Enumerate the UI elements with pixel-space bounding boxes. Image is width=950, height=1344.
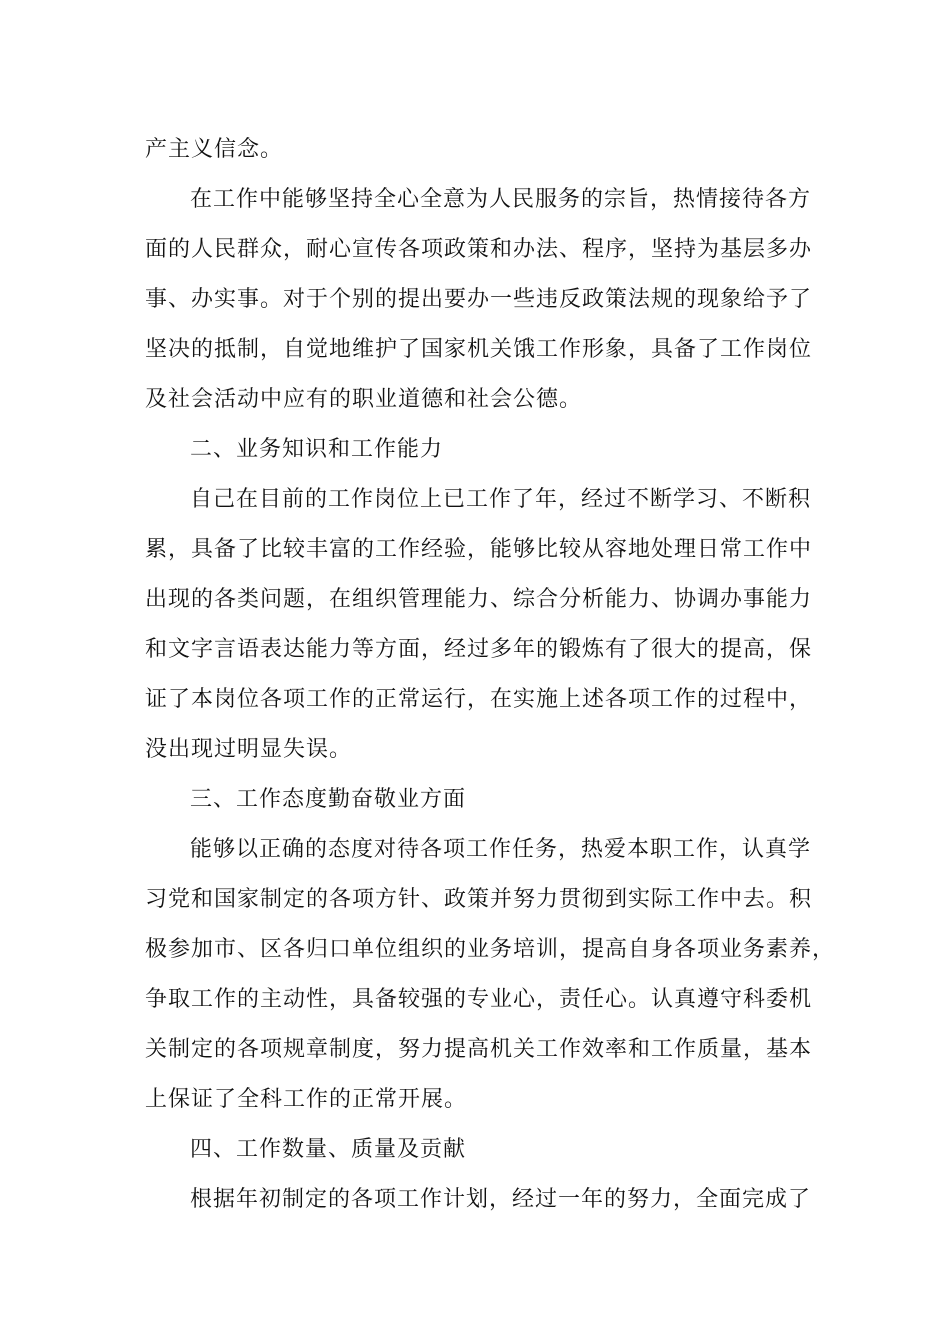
paragraph-first-line: 根据年初制定的各项工作计划，经过一年的努力，全面完成了 xyxy=(190,1187,812,1212)
text-line: 出现的各类问题，在组织管理能力、综合分析能力、协调办事能力 xyxy=(145,587,813,612)
text-line: 累，具备了比较丰富的工作经验，能够比较从容地处理日常工作中 xyxy=(145,537,813,562)
text-line: 争取工作的主动性，具备较强的专业心，责任心。认真遵守科委机 xyxy=(145,987,813,1012)
text-line: 坚决的抵制，自觉地维护了国家机关饿工作形象，具备了工作岗位 xyxy=(145,337,813,362)
text-line: 事、办实事。对于个别的提出要办一些违反政策法规的现象给予了 xyxy=(145,287,813,312)
section-heading: 二、业务知识和工作能力 xyxy=(190,437,444,462)
text-line: 和文字言语表达能力等方面，经过多年的锻炼有了很大的提高，保 xyxy=(145,637,813,662)
text-line: 上保证了全科工作的正常开展。 xyxy=(145,1087,468,1112)
section-heading: 三、工作态度勤奋敬业方面 xyxy=(190,787,467,812)
paragraph-first-line: 在工作中能够坚持全心全意为人民服务的宗旨，热情接待各方 xyxy=(190,187,812,212)
text-line: 关制定的各项规章制度，努力提高机关工作效率和工作质量，基本 xyxy=(145,1037,813,1062)
section-heading: 四、工作数量、质量及贡献 xyxy=(190,1137,467,1162)
paragraph-first-line: 能够以正确的态度对待各项工作任务，热爱本职工作，认真学 xyxy=(190,837,812,862)
text-line: 习党和国家制定的各项方针、政策并努力贯彻到实际工作中去。积 xyxy=(145,887,813,912)
text-line: 产主义信念。 xyxy=(145,137,284,162)
text-line: 及社会活动中应有的职业道德和社会公德。 xyxy=(145,387,583,412)
text-line: 没出现过明显失误。 xyxy=(145,737,353,762)
text-line: 面的人民群众，耐心宣传各项政策和办法、程序，坚持为基层多办 xyxy=(145,237,813,262)
paragraph-first-line: 自己在目前的工作岗位上已工作了年，经过不断学习、不断积 xyxy=(190,487,812,512)
text-line: 极参加市、区各归口单位组织的业务培训，提高自身各项业务素养， xyxy=(145,937,836,962)
text-line: 证了本岗位各项工作的正常运行，在实施上述各项工作的过程中， xyxy=(145,687,813,712)
